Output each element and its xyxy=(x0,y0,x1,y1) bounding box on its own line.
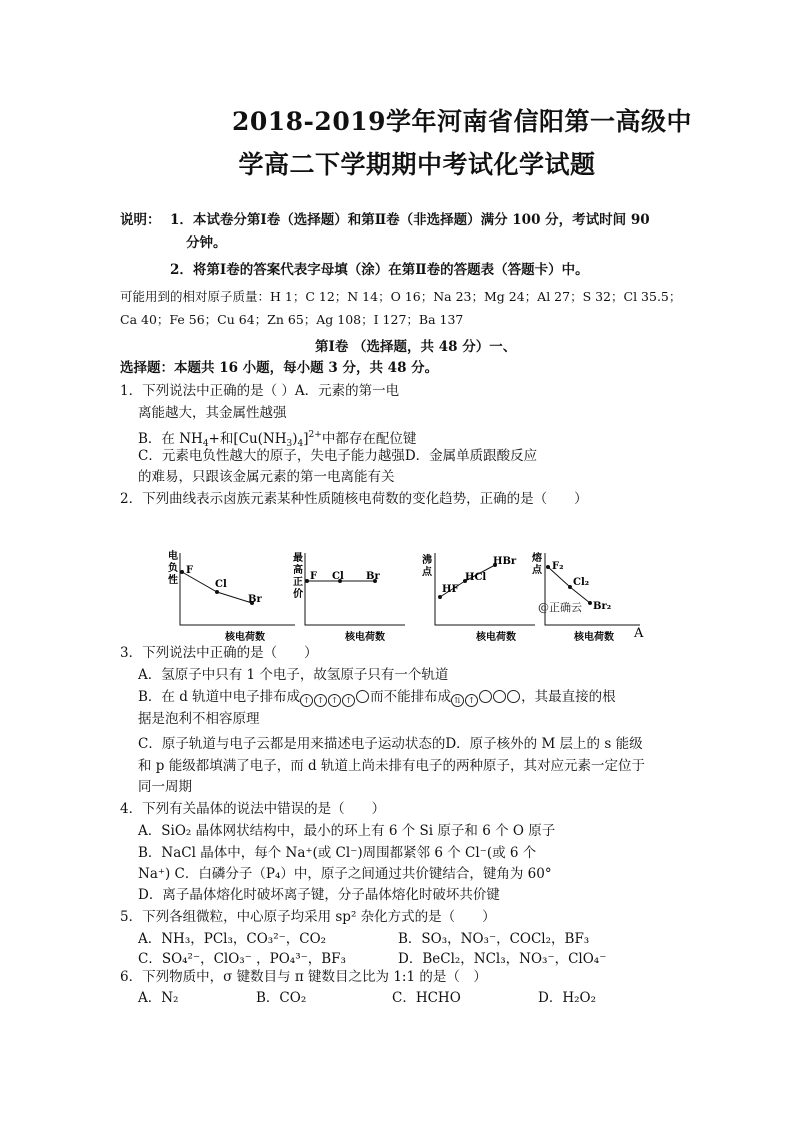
g4-point-1: F₂ xyxy=(552,561,564,572)
g1-point-2: Cl xyxy=(215,579,227,590)
instruction-item-1: 1．本试卷分第Ⅰ卷（选择题）和第Ⅱ卷（非选择题）满分 100 分，考试时间 90 xyxy=(170,212,650,228)
g2-xlabel: 核电荷数 xyxy=(345,632,385,643)
g1-xlabel: 核电荷数 xyxy=(225,632,265,643)
q4-option-a: A．SiO₂ 晶体网状结构中，最小的环上有 6 个 Si 原子和 6 个 O 原子 xyxy=(138,823,556,839)
instructions-label: 说明： xyxy=(120,212,161,228)
q1-option-a-cont: 离能越大，其金属性越强 xyxy=(138,405,287,421)
page-title-line2: 学高二下学期期中考试化学试题 xyxy=(238,150,596,179)
g3-ylabel-1: 沸 xyxy=(422,555,432,566)
q6-option-d: D．H₂O₂ xyxy=(538,990,596,1006)
q6-stem: 6．下列物质中，σ 键数目与 π 键数目之比为 1:1 的是（ ） xyxy=(120,969,487,985)
atomic-masses-line1: 可能用到的相对原子质量：H 1；C 12；N 14；O 16；Na 23；Mg 24；Al 27；S 32；Cl 35.5； xyxy=(120,289,682,304)
g4-ylabel-2: 点 xyxy=(532,565,542,576)
g3-point-2: HCl xyxy=(465,572,487,583)
page-title-line1: 2018-2019学年河南省信阳第一高级中 xyxy=(231,107,693,136)
q5-option-c: C．SO₄²⁻，ClO₃⁻ ，PO₄³⁻，BF₃ xyxy=(138,951,346,967)
g1-point-3: Br xyxy=(248,594,262,605)
q2-answer-mark: A xyxy=(634,626,644,641)
section-header: 第Ⅰ卷 （选择题，共 48 分）一、 xyxy=(315,339,517,355)
g4-watermark: @正确云 xyxy=(538,601,582,614)
q2-graphs xyxy=(160,545,660,645)
g3-point-1: HF xyxy=(442,584,459,595)
g2-ylabel-2: 高 xyxy=(293,565,303,576)
q6-option-b: B．CO₂ xyxy=(256,990,307,1006)
g4-point-3: Br₂ xyxy=(593,601,612,612)
q6-option-a: A．N₂ xyxy=(138,990,179,1006)
q5-option-a: A．NH₃，PCl₃，CO₃²⁻，CO₂ xyxy=(138,931,327,947)
section-description: 选择题：本题共 16 小题，每小题 3 分，共 48 分。 xyxy=(120,360,439,376)
q1-stem: 1．下列说法中正确的是（ ）A．元素的第一电 xyxy=(120,383,400,399)
g2-ylabel-1: 最 xyxy=(293,553,303,564)
q1-option-d-cont: 的难易，只跟该金属元素的第一电离能有关 xyxy=(138,469,395,485)
g3-point-3: HBr xyxy=(493,556,517,567)
g1-ylabel-1: 电 xyxy=(168,551,178,562)
q3-option-d-cont2: 同一周期 xyxy=(138,779,192,795)
q3-option-b-cont: 据是泡利不相容原理 xyxy=(138,711,260,727)
g4-ylabel-1: 熔 xyxy=(532,553,542,564)
q5-option-d: D．BeCl₂，NCl₃，NO₃⁻，ClO₄⁻ xyxy=(398,951,607,967)
g2-ylabel-4: 价 xyxy=(293,589,303,600)
g2-ylabel-3: 正 xyxy=(293,577,303,588)
q4-option-c: Na⁺) C．白磷分子（P₄）中，原子之间通过共价键结合，键角为 60° xyxy=(138,866,552,882)
g2-point-2: Cl xyxy=(332,571,344,582)
q1-option-b: B．在 $NH_4+$和$[Cu(NH_3)_4]^{2+}$中都存在配位键 xyxy=(138,430,417,449)
q3-stem: 3．下列说法中正确的是（ ） xyxy=(120,645,318,661)
q3-option-c-d: C．原子轨道与电子云都是用来描述电子运动状态的D．原子核外的 M 层上的 s 能级 xyxy=(138,736,643,752)
q5-stem: 5．下列各组微粒，中心原子均采用 sp² 杂化方式的是（ ） xyxy=(120,909,496,925)
q3-option-a: A．氢原子中只有 1 个电子，故氢原子只有一个轨道 xyxy=(138,667,449,683)
q4-option-b: B．NaCl 晶体中，每个 Na⁺(或 Cl⁻)周围都紧邻 6 个 Cl⁻(或 6 个 xyxy=(138,845,537,861)
q3-option-d-cont: 和 p 能级都填满了电子，而 d 轨道上尚未排有电子的两种原子，其对应元素一定位于 xyxy=(138,758,645,774)
q4-option-d: D．离子晶体熔化时破坏离子键，分子晶体熔化时破坏共价键 xyxy=(138,887,500,903)
g2-point-3: Br xyxy=(366,571,380,582)
g1-point-1: F xyxy=(186,565,194,576)
g3-xlabel: 核电荷数 xyxy=(476,632,516,643)
g4-point-2: Cl₂ xyxy=(573,577,590,588)
q6-option-c: C．HCHO xyxy=(392,990,461,1006)
g4-xlabel: 核电荷数 xyxy=(574,632,614,643)
g1-ylabel-2: 负 xyxy=(168,563,178,574)
q4-stem: 4．下列有关晶体的说法中错误的是（ ） xyxy=(120,801,386,817)
g3-ylabel-2: 点 xyxy=(422,567,432,578)
atomic-masses-line2: Ca 40；Fe 56；Cu 64；Zn 65；Ag 108；I 127；Ba 137 xyxy=(120,312,464,327)
q2-stem: 2．下列曲线表示卤族元素某种性质随核电荷数的变化趋势，正确的是（ ） xyxy=(120,491,588,507)
instruction-item-1-cont: 分钟。 xyxy=(186,235,227,251)
q1-option-c-d: C．元素电负性越大的原子，失电子能力越强D．金属单质跟酸反应 xyxy=(138,448,538,464)
q5-option-b: B．SO₃，NO₃⁻，COCl₂，BF₃ xyxy=(398,931,590,947)
g1-ylabel-3: 性 xyxy=(168,575,178,586)
instruction-item-2: 2．将第Ⅰ卷的答案代表字母填（涂）在第Ⅱ卷的答题表（答题卡）中。 xyxy=(170,262,589,278)
q3-option-b: B．在 d 轨道中电子排布成 ↑ ↑ ↑ ↑ 而不能排布成 ⇅ ↑ ，其最直接的根 xyxy=(138,689,616,705)
g2-point-1: F xyxy=(310,571,318,582)
